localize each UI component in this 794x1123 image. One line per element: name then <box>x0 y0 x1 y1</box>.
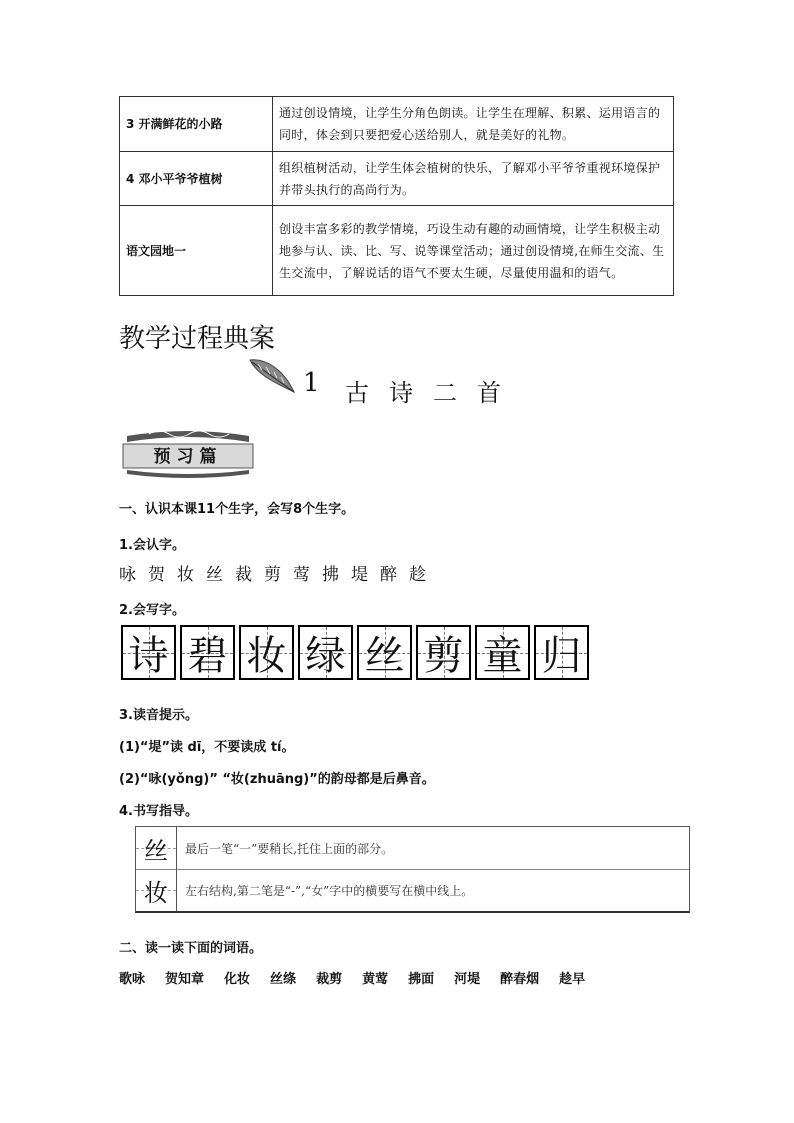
grid-cell <box>121 625 176 680</box>
word-list <box>119 968 605 987</box>
write-char: 诗 <box>128 633 169 679</box>
grid-cell <box>357 625 412 680</box>
pronunciation-tip-2: (2)“咏(yǒng)” “妆(zhuāng)”的韵母都是后鼻音。 <box>119 772 435 787</box>
lesson-number: 1 <box>303 368 320 398</box>
quill-icon <box>248 356 298 396</box>
recognize-char: 莺 <box>293 565 310 585</box>
recognize-char: 拂 <box>322 565 339 585</box>
recognize-char: 堤 <box>351 565 368 585</box>
item-writing-guide: 4.书写指导。 <box>119 804 198 819</box>
lesson-title: 古诗二首 <box>345 379 521 407</box>
guide-text: 左右结构,第二笔是“-”,“女”字中的横要写在横中线上。 <box>185 883 474 898</box>
grid-cell <box>416 625 471 680</box>
item-recognize: 1.会认字。 <box>119 538 185 553</box>
table-row <box>120 152 674 206</box>
word-item: 化妆 <box>224 972 251 987</box>
pronunciation-tip-1: (1)“堤”读 dī，不要读成 tí。 <box>119 740 295 755</box>
word-item: 黄莺 <box>362 972 389 987</box>
recognize-char: 妆 <box>177 565 194 585</box>
item-pronunciation: 3.读音提示。 <box>119 708 198 723</box>
word-item: 醉春烟 <box>500 972 540 987</box>
guide-char: 丝 <box>136 827 177 869</box>
goal-cell: 创设丰富多彩的教学情境，巧设生动有趣的动画情境，让学生积极主动地参与认、读、比、写、说等课堂活动；通过创设情境,在师生交流、生生交流中，了解说话的语气不要太生硬，尽量使用温和的语气。 <box>273 206 674 296</box>
guide-row <box>136 827 689 870</box>
grid-cell <box>475 625 530 680</box>
write-char: 妆 <box>246 633 287 679</box>
recognize-char: 醉 <box>380 565 397 585</box>
goal-cell: 组织植树活动，让学生体会植树的快乐，了解邓小平爷爷重视环境保护并带头执行的高尚行为。 <box>273 152 674 206</box>
recognize-chars <box>119 560 438 585</box>
word-item: 趁早 <box>559 972 586 987</box>
write-char: 归 <box>541 633 582 679</box>
write-char: 碧 <box>187 633 228 679</box>
lesson-cell: 语文园地一 <box>120 206 273 296</box>
part2-heading: 二、读一读下面的词语。 <box>119 941 263 956</box>
recognize-char: 剪 <box>264 565 281 585</box>
recognize-char: 裁 <box>235 565 252 585</box>
recognize-char: 丝 <box>206 565 223 585</box>
write-char: 剪 <box>423 633 464 679</box>
writing-grid <box>121 625 589 680</box>
recognize-char: 咏 <box>119 565 136 585</box>
write-char: 绿 <box>305 633 346 679</box>
guide-text: 最后一笔“一”要稍长,托住上面的部分。 <box>185 841 394 856</box>
table-row <box>120 206 674 296</box>
part1-heading: 一、认识本课11个生字，会写8个生字。 <box>119 502 355 517</box>
write-char: 童 <box>482 633 523 679</box>
word-item: 歌咏 <box>119 972 146 987</box>
writing-guide-table <box>135 826 690 913</box>
goal-cell: 通过创设情境，让学生分角色朗读。让学生在理解、积累、运用语言的同时，体会到只要把爱心送给别人，就是美好的礼物。 <box>273 97 674 152</box>
lesson-cell: 3 开满鲜花的小路 <box>120 97 273 152</box>
lesson-plan-table <box>119 96 674 296</box>
banner-label: 预习篇 <box>153 447 223 467</box>
guide-char: 妆 <box>136 869 177 911</box>
word-item: 裁剪 <box>316 972 343 987</box>
lesson-cell: 4 邓小平爷爷植树 <box>120 152 273 206</box>
word-item: 丝绦 <box>270 972 297 987</box>
grid-cell <box>180 625 235 680</box>
preview-banner <box>119 430 257 480</box>
word-item: 拂面 <box>408 972 435 987</box>
section-title: 教学过程典案 <box>119 324 276 354</box>
grid-cell <box>298 625 353 680</box>
table-row <box>120 97 674 152</box>
recognize-char: 贺 <box>148 565 165 585</box>
grid-cell <box>534 625 589 680</box>
guide-row <box>136 869 689 911</box>
word-item: 河堤 <box>454 972 481 987</box>
recognize-char: 趁 <box>409 565 426 585</box>
grid-cell <box>239 625 294 680</box>
word-item: 贺知章 <box>165 972 205 987</box>
item-write: 2.会写字。 <box>119 603 185 618</box>
write-char: 丝 <box>364 633 405 679</box>
